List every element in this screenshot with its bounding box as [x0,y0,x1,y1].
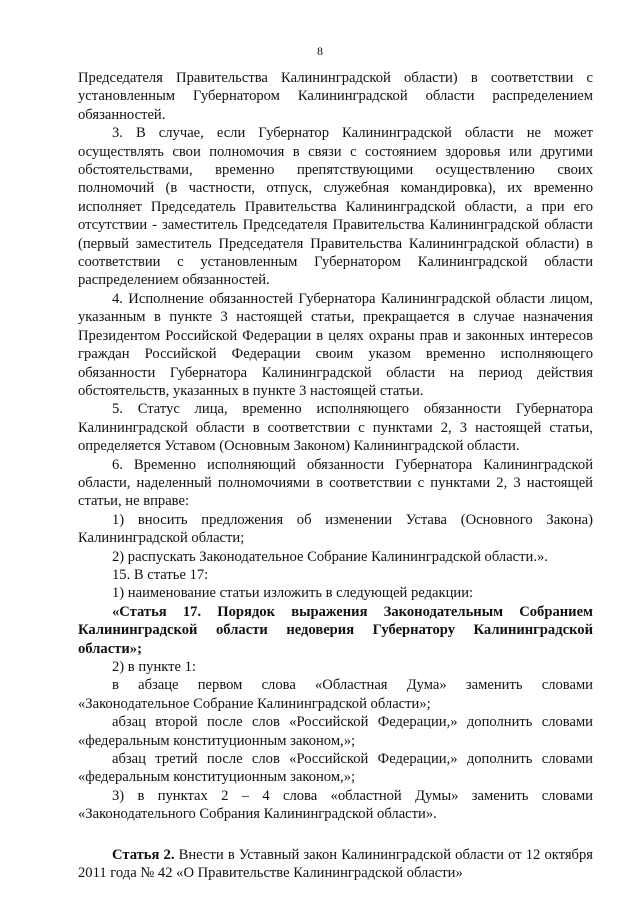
amendment-subitem-2: 2) в пункте 1: [112,659,197,675]
subitem-2: 2) распускать Законодательное Собрание Калининградской области.». [112,548,548,565]
paragraph-continuation: Председателя Правительства Калининградской области) в соответствии с установленным Губернатором Калининградской области распределением обязанностей. [78,70,593,123]
amendment-third-paragraph: абзац третий после слов «Российской Федерации,» дополнить словами «федеральным конституционным законом,»; [78,751,593,786]
paragraph-item-5: 5. Статус лица, временно исполняющего обязанности Губернатора Калининградской области в соответствии с пунктами 2, 3 настоящей статьи, определяется Уставом (Основным Законом) Калининградской области. [78,401,593,455]
article-2-heading: Статья 2. [112,846,175,863]
article-17-title: «Статья 17. Порядок выражения Законодательным Собранием Калининградской области недоверия Губернатору Калининградской области»; [78,603,593,657]
amendment-subitem-3: 3) в пунктах 2 – 4 слова «областной Думы» заменить словами «Законодательного Собрания Калининградской области». [78,787,593,823]
amendment-second-paragraph: абзац второй после слов «Российской Федерации,» дополнить словами «федеральным конституционным законом,»; [78,714,593,749]
article-2-text: Внести в Уставный закон Калининградской области от 12 октября 2011 года № 42 «О Правительстве Калининградской области» [78,846,593,882]
section-spacer [78,824,593,846]
subitem-1: 1) вносить предложения об изменении Устава (Основного Закона) Калининградской области; [78,511,593,547]
paragraph-item-6: 6. Временно исполняющий обязанности Губернатора Калининградской области, наделенный полномочиями в соответствии с пунктами 2, 3 настоящей статьи, не вправе: [78,456,593,510]
document-body [78,69,593,882]
amendment-item-15: 15. В статье 17: [112,566,209,583]
paragraph-item-3: 3. В случае, если Губернатор Калининградской области не может осуществлять свои полномочия в связи с состоянием здоровья или другими обстоятельствами, временно препятствующими осуществлению своих полномочий (в частности, отпуск, служебная командировка), их временно исполняет Председатель Правительства Калининградской области, а при его отсутствии - заместитель Председателя Правительства Калининградской области (первый заместитель Председателя Правительства Калининградской области) в соответствии с установленным Губернатором Калининградской области распределением обязанностей. [78,125,593,289]
paragraph-item-4: 4. Исполнение обязанностей Губернатора Калининградской области лицом, указанным в пункте 3 настоящей статьи, прекращается в случае назначения Президентом Российской Федерации в целях охраны прав и законных интересов граждан Российской Федерации своим указом временно исполняющего обязанности Губернатора Калининградской области на период действия обстоятельств, указанных в пункте 3 настоящей статьи. [78,290,593,399]
amendment-subitem-1: 1) наименование статьи изложить в следующей редакции: [112,585,474,602]
article-2-paragraph [78,846,593,883]
page-number: 8 [317,44,323,58]
amendment-first-paragraph: в абзаце первом слова «Областная Дума» заменить словами «Законодательное Собрание Калининградской области»; [78,677,593,712]
